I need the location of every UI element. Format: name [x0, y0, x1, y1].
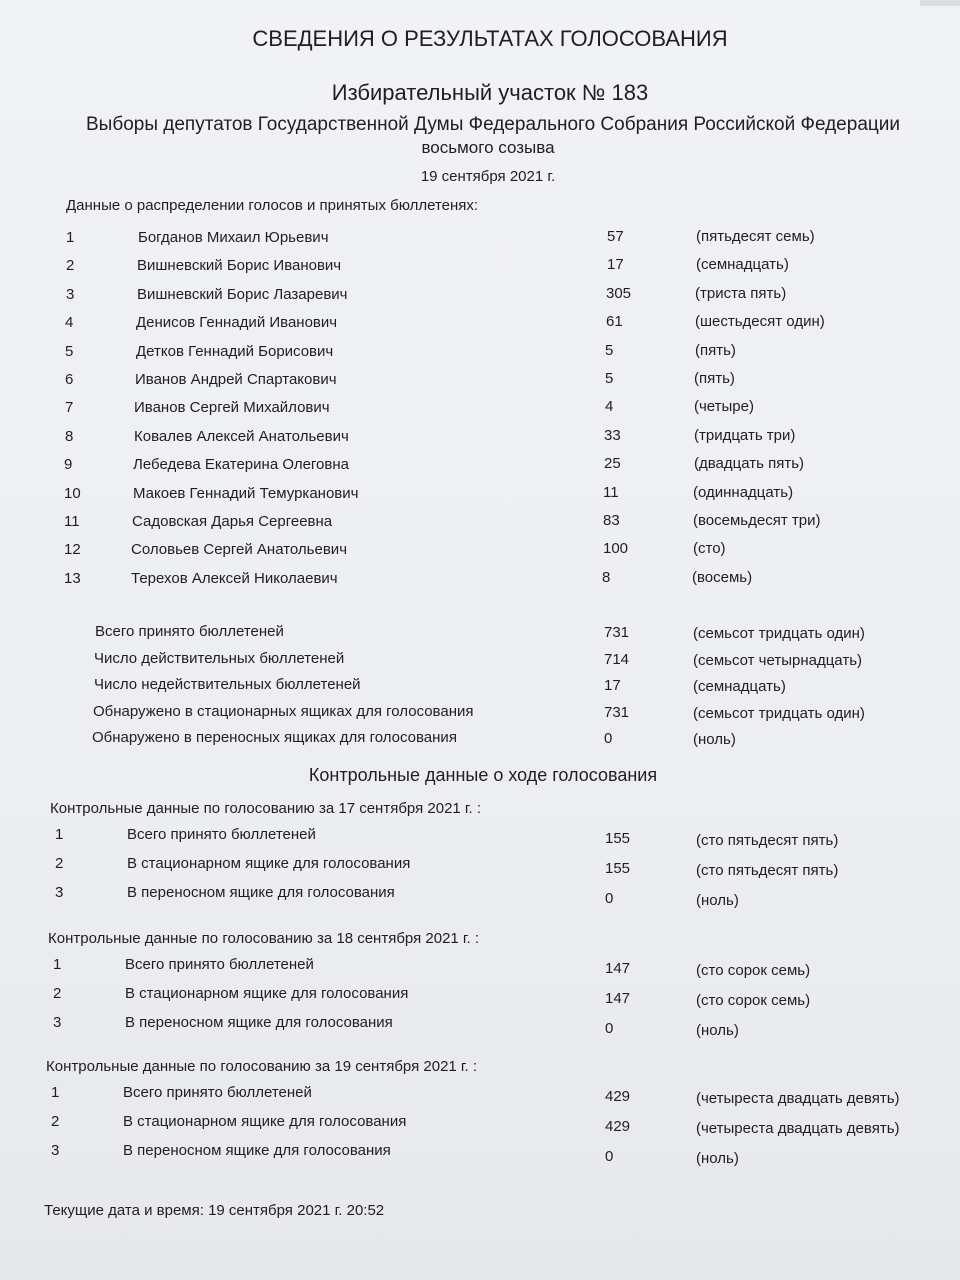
candidate-number: 10 — [64, 485, 81, 502]
control-row-label: В переносном ящике для голосования — [127, 884, 395, 901]
total-value-words: (семьсот четырнадцать) — [693, 652, 862, 669]
candidate-votes: 17 — [607, 256, 624, 273]
candidate-votes-words: (пятьдесят семь) — [696, 228, 815, 245]
control-row-number: 2 — [53, 985, 62, 1002]
candidate-votes-words: (тридцать три) — [694, 427, 796, 444]
candidate-votes: 4 — [605, 398, 614, 415]
total-value-words: (семнадцать) — [693, 678, 786, 695]
control-row-label: В стационарном ящике для голосования — [125, 985, 409, 1002]
candidate-votes-words: (четыре) — [694, 398, 754, 415]
control-row-value: 155 — [605, 830, 631, 847]
candidate-votes: 57 — [607, 228, 624, 245]
control-row-value: 429 — [605, 1088, 631, 1105]
candidate-name: Иванов Сергей Михайлович — [134, 399, 330, 416]
candidate-votes-words: (пять) — [695, 342, 736, 359]
total-label: Всего принято бюллетеней — [95, 623, 284, 640]
candidate-votes: 33 — [604, 427, 621, 444]
candidate-number: 3 — [66, 286, 75, 303]
candidate-number: 8 — [65, 428, 74, 445]
page-corner-shadow — [920, 0, 960, 6]
candidate-number: 12 — [64, 541, 81, 558]
distribution-intro: Данные о распределении голосов и принятых бюллетенях: — [66, 197, 479, 214]
control-row-number: 1 — [53, 956, 62, 973]
control-row-label: В переносном ящике для голосования — [123, 1142, 391, 1159]
candidate-votes: 100 — [603, 540, 629, 557]
election-name-line1: Выборы депутатов Государственной Думы Федерального Собрания Российской Федерации — [86, 114, 900, 135]
control-row-value: 429 — [605, 1118, 631, 1135]
control-row-number: 1 — [55, 826, 64, 843]
candidate-votes-words: (пять) — [694, 370, 735, 387]
control-row-value-words: (сто пятьдесят пять) — [696, 832, 839, 849]
total-value-words: (ноль) — [693, 731, 736, 748]
total-value: 17 — [604, 677, 621, 694]
control-row-number: 3 — [53, 1014, 62, 1031]
candidate-name: Макоев Геннадий Темурканович — [133, 485, 359, 502]
current-datetime: Текущие дата и время: 19 сентября 2021 г. 20:52 — [44, 1202, 385, 1219]
control-section-title: Контрольные данные о ходе голосования — [308, 765, 658, 785]
control-row-value: 0 — [605, 1020, 614, 1037]
control-row-label: В стационарном ящике для голосования — [123, 1113, 407, 1130]
candidate-number: 9 — [64, 456, 73, 473]
control-row-number: 3 — [51, 1142, 60, 1159]
candidate-number: 4 — [65, 314, 74, 331]
control-row-label: В переносном ящике для голосования — [125, 1014, 393, 1031]
candidate-votes: 5 — [605, 342, 614, 359]
total-value: 731 — [604, 704, 630, 721]
candidate-votes-words: (восемьдесят три) — [693, 512, 821, 529]
total-value-words: (семьсот тридцать один) — [693, 625, 865, 642]
control-row-value-words: (четыреста двадцать девять) — [696, 1090, 900, 1107]
control-row-value-words: (ноль) — [696, 892, 739, 909]
candidate-number: 11 — [64, 513, 80, 530]
total-value: 714 — [604, 651, 630, 668]
control-row-value-words: (четыреста двадцать девять) — [696, 1120, 900, 1137]
candidate-number: 5 — [65, 343, 74, 360]
total-value: 731 — [604, 624, 630, 641]
candidate-votes-words: (семнадцать) — [696, 256, 789, 273]
candidate-votes: 61 — [606, 313, 623, 330]
candidate-number: 7 — [65, 399, 74, 416]
candidate-votes: 5 — [605, 370, 614, 387]
control-row-label: Всего принято бюллетеней — [127, 826, 316, 843]
control-day-heading: Контрольные данные по голосованию за 18 сентября 2021 г. : — [48, 930, 480, 947]
control-row-value: 155 — [605, 860, 631, 877]
control-row-number: 2 — [55, 855, 64, 872]
candidate-name: Богданов Михаил Юрьевич — [138, 229, 329, 246]
control-row-value-words: (ноль) — [696, 1022, 739, 1039]
candidate-votes-words: (триста пять) — [695, 285, 787, 302]
total-value: 0 — [604, 730, 613, 747]
candidate-votes: 25 — [604, 455, 621, 472]
candidate-number: 13 — [64, 570, 81, 587]
candidate-name: Денисов Геннадий Иванович — [136, 314, 338, 331]
candidate-votes-words: (одиннадцать) — [693, 484, 794, 501]
control-row-value: 0 — [605, 1148, 614, 1165]
control-row-value: 147 — [605, 960, 631, 977]
candidate-name: Лебедева Екатерина Олеговна — [133, 456, 349, 473]
candidate-name: Вишневский Борис Иванович — [137, 257, 342, 274]
candidate-votes-words: (сто) — [693, 540, 726, 557]
control-row-value: 147 — [605, 990, 631, 1007]
candidate-votes: 305 — [606, 285, 632, 302]
control-row-number: 3 — [55, 884, 64, 901]
control-day-heading: Контрольные данные по голосованию за 19 сентября 2021 г. : — [46, 1058, 478, 1075]
candidate-votes: 11 — [603, 484, 619, 501]
election-date: 19 сентября 2021 г. — [420, 168, 556, 185]
control-row-label: Всего принято бюллетеней — [123, 1084, 312, 1101]
control-row-value-words: (сто сорок семь) — [696, 962, 811, 979]
precinct-title: Избирательный участок № 183 — [331, 80, 649, 105]
candidate-name: Терехов Алексей Николаевич — [131, 570, 338, 587]
control-row-label: Всего принято бюллетеней — [125, 956, 314, 973]
candidate-votes-words: (восемь) — [692, 569, 753, 586]
candidate-number: 1 — [66, 229, 75, 246]
candidate-number: 6 — [65, 371, 74, 388]
candidate-name: Ковалев Алексей Анатольевич — [134, 428, 349, 445]
candidate-name: Вишневский Борис Лазаревич — [137, 286, 348, 303]
candidate-name: Соловьев Сергей Анатольевич — [131, 541, 348, 558]
control-row-number: 2 — [51, 1113, 60, 1130]
election-name-line2: восьмого созыва — [421, 138, 555, 157]
total-label: Обнаружено в стационарных ящиках для голосования — [93, 703, 474, 720]
total-label: Обнаружено в переносных ящиках для голосования — [92, 729, 457, 746]
candidate-votes: 83 — [603, 512, 620, 529]
candidate-votes-words: (шестьдесят один) — [695, 313, 825, 330]
total-label: Число действительных бюллетеней — [94, 650, 345, 667]
total-value-words: (семьсот тридцать один) — [693, 705, 865, 722]
candidate-name: Иванов Андрей Спартакович — [135, 371, 337, 388]
candidate-votes-words: (двадцать пять) — [694, 455, 805, 472]
document-title: СВЕДЕНИЯ О РЕЗУЛЬТАТАХ ГОЛОСОВАНИЯ — [252, 26, 728, 51]
control-row-value-words: (сто сорок семь) — [696, 992, 811, 1009]
control-row-value: 0 — [605, 890, 614, 907]
control-row-number: 1 — [51, 1084, 60, 1101]
control-row-value-words: (сто пятьдесят пять) — [696, 862, 839, 879]
control-row-value-words: (ноль) — [696, 1150, 739, 1167]
candidate-name: Садовская Дарья Сергеевна — [132, 513, 333, 530]
control-day-heading: Контрольные данные по голосованию за 17 сентября 2021 г. : — [50, 800, 482, 817]
total-label: Число недействительных бюллетеней — [94, 676, 361, 693]
candidate-votes: 8 — [602, 569, 611, 586]
control-row-label: В стационарном ящике для голосования — [127, 855, 411, 872]
candidate-name: Детков Геннадий Борисович — [136, 343, 334, 360]
candidate-number: 2 — [66, 257, 75, 274]
